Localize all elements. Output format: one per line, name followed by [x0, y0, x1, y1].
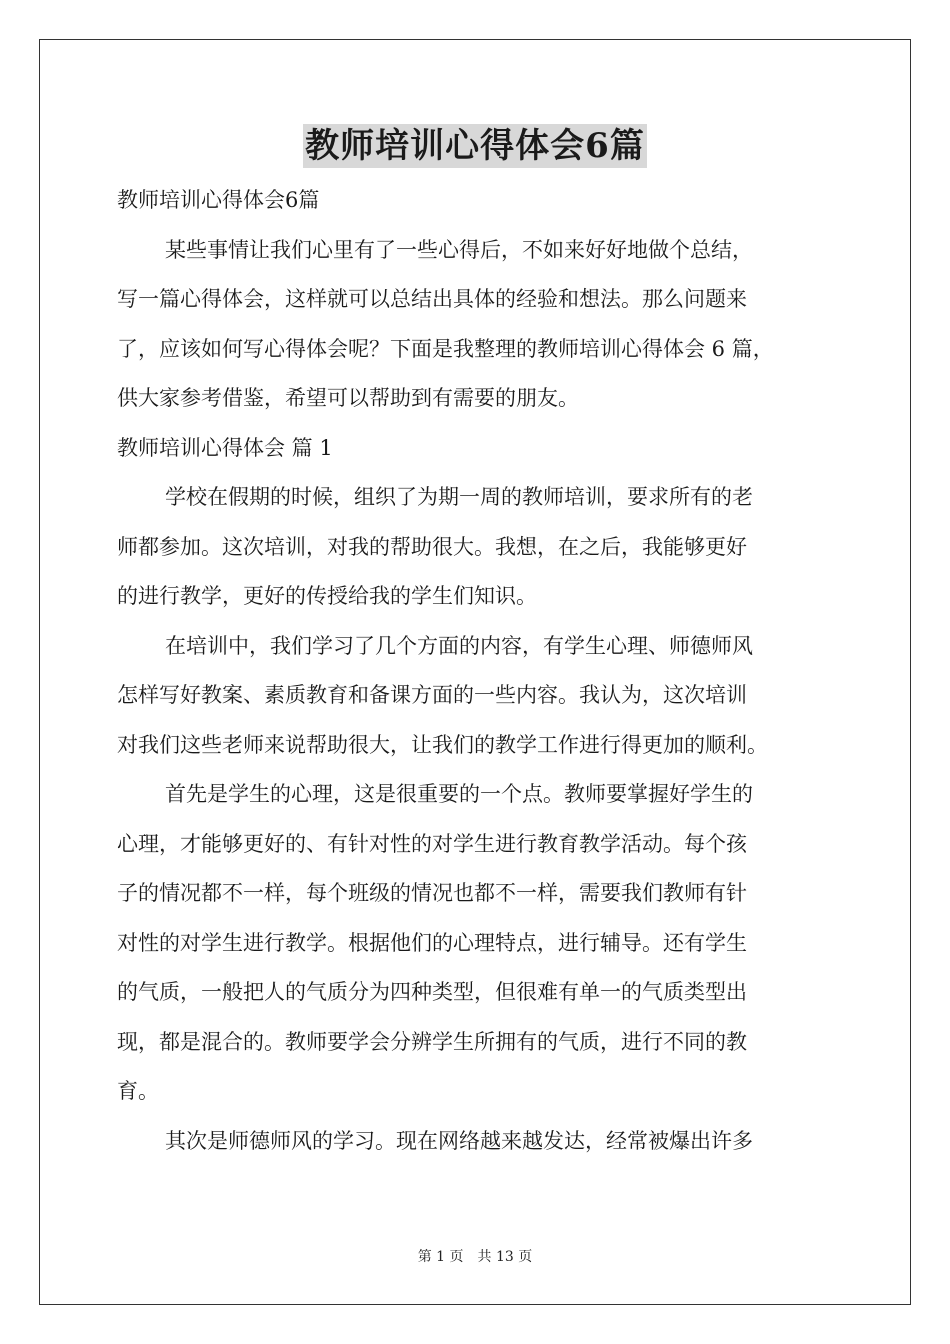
- text-line: 对性的对学生进行教学。根据他们的心理特点，进行辅导。还有学生: [117, 930, 747, 955]
- document-title-text: 教师培训心得体会6篇: [305, 126, 645, 166]
- text-line: 怎样写好教案、素质教育和备课方面的一些内容。我认为，这次培训: [117, 683, 747, 707]
- text-line: 教师培训心得体会6篇: [117, 188, 320, 212]
- text-line: 师都参加。这次培训，对我的帮助很大。我想，在之后，我能够更好: [117, 534, 747, 559]
- text-line: 首先是学生的心理，这是很重要的一个点。教师要掌握好学生的: [165, 782, 753, 806]
- text-line: 教师培训心得体会 篇 1: [117, 435, 333, 460]
- text-line: 的进行教学，更好的传授给我的学生们知识。: [117, 584, 537, 608]
- text-line: 子的情况都不一样，每个班级的情况也都不一样，需要我们教师有针: [117, 881, 747, 905]
- text-line: 的气质，一般把人的气质分为四种类型，但很难有单一的气质类型出: [117, 980, 747, 1004]
- document-title: [0, 124, 950, 168]
- text-line: 心理，才能够更好的、有针对性的对学生进行教育教学活动。每个孩: [117, 831, 747, 856]
- text-line: 某些事情让我们心里有了一些心得后，不如来好好地做个总结，: [165, 237, 753, 262]
- text-line: 育。: [117, 1079, 159, 1103]
- text-line: 供大家参考借鉴，希望可以帮助到有需要的朋友。: [117, 386, 579, 410]
- text-line: 学校在假期的时候，组织了为期一周的教师培训，要求所有的老: [165, 485, 753, 509]
- text-line: 在培训中，我们学习了几个方面的内容，有学生心理、师德师风: [165, 633, 753, 658]
- text-line: 对我们这些老师来说帮助很大，让我们的教学工作进行得更加的顺利。: [117, 732, 768, 757]
- text-line: 现，都是混合的。教师要学会分辨学生所拥有的气质，进行不同的教: [117, 1029, 747, 1054]
- text-line: 其次是师德师风的学习。现在网络越来越发达，经常被爆出许多: [165, 1128, 753, 1153]
- document-body: [117, 176, 837, 1166]
- text-line: 了，应该如何写心得体会呢？下面是我整理的教师培训心得体会 6 篇，: [117, 336, 774, 361]
- text-line: 写一篇心得体会，这样就可以总结出具体的经验和想法。那么问题来: [117, 287, 747, 311]
- page-footer: 第 1 页 共 13 页: [417, 1249, 533, 1265]
